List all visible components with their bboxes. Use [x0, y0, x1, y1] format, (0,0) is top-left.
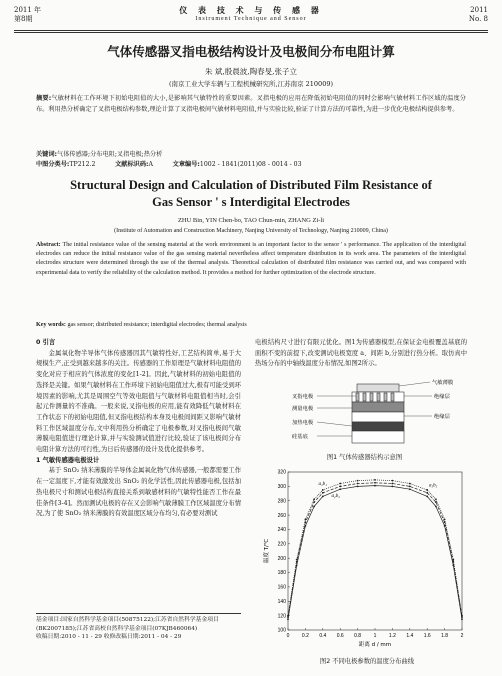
- figure-1-sensor-diagram: [262, 378, 467, 453]
- english-authors: ZHU Bin, YIN Chen-bo, TAO Chun-min, ZHANG Zi-li: [177, 217, 325, 224]
- series-2-point-10: [426, 489, 428, 491]
- section-heading-design: 1 气敏传感器电极设计: [36, 456, 100, 464]
- fig1-label-3: 硅基底: [292, 434, 308, 440]
- header-year-right: 2011: [470, 6, 488, 14]
- keywords-line: [36, 150, 466, 160]
- y-tick-label-7: 240: [277, 527, 286, 534]
- gas-film-layer: [357, 384, 399, 392]
- keywords-text: 气体传感器;分布电阻;叉指电极;热分析: [57, 151, 163, 158]
- header-center: [14, 6, 488, 24]
- section-heading-intro: 0 引言: [36, 339, 56, 346]
- series-2-point-7: [374, 479, 376, 481]
- series-2-point-1: [296, 559, 298, 561]
- paper-authors: 朱 斌,殷晨波,陶春旻,张子立: [204, 67, 298, 76]
- series-0-point-7: [374, 485, 376, 487]
- paper-affiliation: (南京工业大学车辆与工程机械研究所,江苏南京 210009): [168, 80, 334, 88]
- figure-2-caption: 图2 不同电极参数的温度分布曲线: [319, 658, 415, 665]
- series-1-point-6: [357, 483, 359, 485]
- journal-name-cn: 仪 表 技 术 与 传 感 器: [179, 5, 323, 15]
- heater-layer: [352, 422, 404, 431]
- series-2-point-5: [339, 483, 341, 485]
- series-2-point-13: [452, 559, 454, 561]
- art-label: 文章编号:: [172, 161, 200, 168]
- series-0-point-5: [339, 488, 341, 490]
- x-tick-label-2: 0.4: [319, 633, 327, 639]
- header-rule: [14, 30, 488, 31]
- keywords-en-text: gas sensor; distributed resistance; interdigital electrodes; thermal analysis: [67, 322, 247, 328]
- header-issue: 第8期: [14, 15, 33, 23]
- x-tick-label-7: 1.4: [406, 633, 414, 639]
- y-tick-label-8: 260: [277, 512, 286, 519]
- y-tick-label-4: 180: [277, 570, 286, 577]
- series-2-point-6: [357, 480, 359, 482]
- x-tick-label-8: 1.6: [423, 633, 431, 639]
- y-tick-label-5: 200: [277, 555, 286, 562]
- art-value: 1002 - 1841(2011)08 - 0014 - 03: [199, 161, 302, 168]
- x-tick-label-3: 0.6: [336, 633, 344, 639]
- doc-value: A: [148, 161, 153, 168]
- measure-electrode-layer: [352, 402, 404, 412]
- series-2-point-8: [392, 480, 394, 482]
- fig1-label-1: 测量电极: [292, 406, 314, 412]
- fig1-label-6: 绝缘层: [434, 414, 450, 420]
- series-2-point-12: [444, 519, 446, 521]
- series-2-point-0: [287, 615, 289, 617]
- series-2-point-9: [409, 483, 411, 485]
- footnote-funding: 基金项目:国家自然科学基金项目(50875122);江苏省自然科学基金项目(BK2007185);江苏省高校自然科学基金项目(07KJB460064): [36, 617, 219, 632]
- x-tick-label-10: 2: [460, 633, 464, 639]
- footnote: [36, 613, 241, 642]
- paragraph-design: 基于 SnO₂ 纳米薄膜的半导体金属氧化物气体传感器,一般都需要工作在一定温度下,才能有效激发出 SnO₂ 的化学活性,因此传感器电极,包括加热电极尺寸和测试电极结构直接关系到敏感材料的气敏特性能否工作在最佳条件[3-4]。然而测试电极的存在又会影响气敏薄膜工作区域温度分布情况,为了使 SnO₂ 纳米薄膜的有效温度区域分布均匀,有必要对测试: [36, 467, 241, 518]
- english-title: [0, 177, 502, 211]
- english-affiliation: (Institute of Automation and Construction Machinery, Nanjing University of Technology, Nanjing 210009, China): [114, 228, 388, 234]
- series-2-point-4: [322, 489, 324, 491]
- keywords-en: [36, 322, 466, 328]
- series-1-point-5: [339, 485, 341, 487]
- figure-1-caption: 图1 气体传感器结构示意图: [326, 454, 403, 461]
- series-0-point-4: [322, 496, 324, 498]
- y-tick-label-11: 320: [277, 469, 286, 476]
- insulation-layer-bottom: [352, 412, 404, 422]
- abstract-en: [36, 241, 466, 278]
- x-tick-label-4: 0.8: [354, 633, 362, 639]
- keywords-label: 关键词:: [36, 151, 58, 158]
- paragraph-intro: 金属氧化物半导体气体传感器因其气敏特性好,工艺结构简单,易于大规模生产,正受到越来越多的关注。传感器的工作原理是气敏材料电阻值的变化对应于相应的气体浓度的变化[1-2]。因此,气敏材料的初始电阻值的选择是关键。如果气敏材料在工作环境下初始电阻值过大,极有可能受到环境因素的影响,尤其是周围空气等效电阻值与气敏材料电阻值相当时,会引起元件测量的不准确。一般来说,叉指电极的应用,能有效降低气敏材料在工作状态下的初始电阻值,但叉指电极结构本身及电极间间距又影响气敏材料工作区域温度分布,文中利用热分析确定了电极参数,对叉指电极间气敏薄膜电阻值进行理论计算,并与实验测试值进行比较,验证了该电极间分布电阻计算方法的可行性,为日后传感器的设计及优化提供参考。: [36, 349, 241, 454]
- y-tick-label-6: 220: [277, 541, 286, 548]
- cls-value: TP212.2: [69, 161, 96, 168]
- y-tick-label-0: 100: [277, 627, 286, 634]
- y-tick-label-1: 120: [277, 613, 286, 620]
- x-tick-label-9: 1.8: [441, 633, 449, 639]
- series-line-2: [288, 480, 462, 616]
- series-1-point-8: [392, 483, 394, 485]
- fig1-label-4: 气敏薄膜: [432, 380, 454, 386]
- series-1-point-4: [322, 492, 324, 494]
- y-axis-label: 温度 T/℃: [264, 538, 270, 564]
- series-2-point-14: [461, 615, 463, 617]
- series-label-2: a₃b₃: [428, 483, 438, 489]
- x-axis-label: 距离 d / mm: [358, 642, 392, 648]
- y-tick-label-10: 300: [277, 484, 286, 491]
- doc-label: 文献标识码:: [115, 161, 149, 168]
- cls-label: 中图分类号:: [36, 161, 70, 168]
- y-tick-label-2: 140: [277, 598, 286, 605]
- fig1-label-2: 加热电极: [292, 420, 314, 426]
- header-right: [469, 6, 488, 24]
- body-right-column: [255, 338, 467, 370]
- keywords-en-label: Key words:: [36, 322, 66, 328]
- abstract-en-label: Abstract:: [36, 242, 61, 248]
- series-0-point-14: [461, 618, 463, 620]
- classification-line: [36, 160, 466, 170]
- paper-meta: [36, 150, 466, 170]
- y-tick-label-9: 280: [277, 498, 286, 505]
- fig1-label-5: 绝缘层: [434, 394, 450, 400]
- series-0-point-11: [435, 506, 437, 508]
- paper-title: 气体传感器叉指电极结构设计及电极间分布电阻计算: [107, 44, 395, 59]
- header-rule-thin: [14, 32, 488, 33]
- series-0-point-9: [409, 488, 411, 490]
- figure-2-chart: [262, 460, 472, 655]
- x-tick-label-5: 1: [373, 633, 377, 639]
- series-0-point-10: [426, 496, 428, 498]
- paragraph-electrode: 电极结构尺寸进行有限元优化。图1为传感器模型,在保证金电极覆盖基底的面积不变的前提下,改变测试电极宽度 a、间距 b,分别进行热分析。取仿真中热场分布的中轴线温度分布情况,如图2所示。: [255, 339, 467, 368]
- journal-name-en: Instrument Technique and Sensor: [195, 16, 307, 22]
- body-left-column: [36, 338, 241, 520]
- fig1-label-0: 叉指电极: [292, 394, 314, 400]
- series-0-point-8: [392, 485, 394, 487]
- series-1-point-9: [409, 485, 411, 487]
- x-tick-label-1: 0.2: [301, 633, 309, 639]
- series-2-point-11: [435, 498, 437, 500]
- series-0-point-6: [357, 485, 359, 487]
- series-label-0: a₁b₁: [318, 481, 327, 487]
- plot-frame: [288, 472, 462, 630]
- header-year: 2011 年: [14, 6, 42, 14]
- abstract-text: 气敏材料在工作环境下初始电阻值的大小,是影响其气敏特性的重要因素。叉指电极的应用在降低初始电阻值的同时会影响气敏材料工作区域的温度分布。利用热分析确定了叉指电极结构参数,理论计算了叉指电极间气敏材料电阻值,并与实验比较,验证了计算方法的可靠性,为进一步优化电极结构提供参考。: [36, 95, 466, 113]
- series-1-point-10: [426, 492, 428, 494]
- silicon-substrate: [352, 431, 404, 443]
- english-title-line1: Structural Design and Calculation of Distributed Film Resistance of: [70, 178, 432, 192]
- series-2-point-3: [313, 498, 315, 500]
- abstract-en-text: The initial resistance value of the sensing material at the work environment is an important factor to the sensor ' s performance. The application of the interdigital electrodes can reduce the initial resistance value of the gas sensing material nevertheless affect temperature distribution in its work area. The parameters of the interdigital electrodes structure were determined through the use of the thermal analysis. Theoretical calculation of distributed film resistance was carried out, and was compared with experimental data to verify the reliability of the calculation method. It provides a method for further optimization of the electrode structure.: [36, 242, 466, 276]
- x-tick-label-6: 1.2: [388, 633, 396, 639]
- y-tick-label-3: 160: [277, 584, 286, 591]
- x-tick-label-0: 0: [286, 633, 290, 639]
- abstract-cn: [36, 94, 466, 115]
- header-issue-right: No. 8: [468, 15, 488, 23]
- running-header: [14, 6, 488, 30]
- series-1-point-7: [374, 482, 376, 484]
- series-1-point-3: [313, 501, 315, 503]
- series-label-1: a₂b₂: [331, 494, 340, 500]
- series-0-point-0: [287, 618, 289, 620]
- english-title-line2: Gas Sensor ' s Interdigital Electrodes: [152, 195, 350, 209]
- footnote-dates: 收稿日期:2010 - 11 - 29 收修改稿日期:2011 - 04 - 29: [36, 634, 182, 640]
- series-2-point-2: [305, 519, 307, 521]
- abstract-label: 摘要:: [36, 95, 52, 102]
- series-0-point-3: [313, 506, 315, 508]
